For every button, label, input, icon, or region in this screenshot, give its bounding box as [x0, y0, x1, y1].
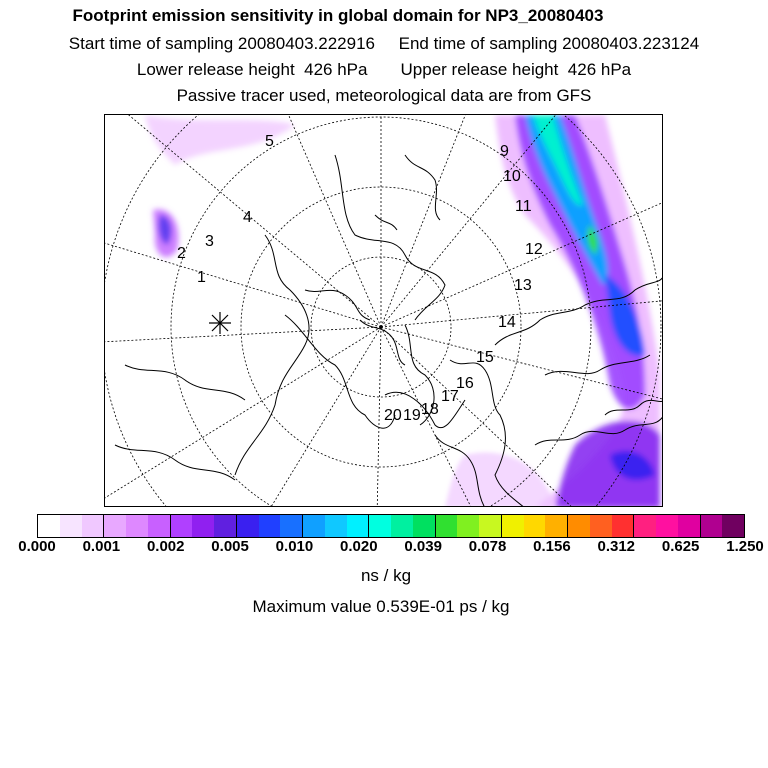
colorbar-segment [656, 515, 678, 537]
colorbar-segment [590, 515, 612, 537]
colorbar-tick-label: 0.005 [211, 538, 249, 555]
release-site-marker [209, 312, 231, 334]
colorbar [37, 514, 745, 538]
track-label-17: 17 [441, 388, 459, 405]
colorbar-segment [567, 515, 590, 537]
track-label-1: 1 [197, 269, 206, 286]
colorbar-segment [192, 515, 214, 537]
colorbar-segment [38, 515, 60, 537]
sampling-time-line: Start time of sampling 20080403.222916 End time of sampling 20080403.223124 [68, 34, 700, 53]
colorbar-segment [148, 515, 170, 537]
track-label-12: 12 [525, 241, 543, 258]
colorbar-segment [479, 515, 501, 537]
colorbar-tick-label: 0.156 [533, 538, 571, 555]
colorbar-units: ns / kg [360, 566, 412, 585]
tracer-info-line: Passive tracer used, meteorological data are from GFS [176, 86, 592, 105]
colorbar-segment [214, 515, 236, 537]
colorbar-segment [280, 515, 302, 537]
track-label-3: 3 [205, 233, 214, 250]
colorbar-segment [524, 515, 546, 537]
colorbar-tick-label: 0.002 [146, 538, 185, 555]
colorbar-segment [700, 515, 723, 537]
colorbar-segment [170, 515, 193, 537]
colorbar-tick-label: 0.078 [468, 538, 507, 555]
colorbar-tick-label: 0.000 [18, 538, 56, 555]
track-label-9: 9 [500, 143, 509, 160]
colorbar-segment [60, 515, 82, 537]
colorbar-segment [368, 515, 391, 537]
colorbar-segment [236, 515, 259, 537]
track-label-18: 18 [421, 401, 439, 418]
colorbar-segment [126, 515, 148, 537]
colorbar-tick-label: 0.312 [597, 538, 636, 555]
colorbar-segment [722, 515, 744, 537]
colorbar-segment [678, 515, 700, 537]
colorbar-segment [457, 515, 479, 537]
footprint-map [104, 114, 663, 507]
sensitivity-plume-south [445, 452, 555, 507]
colorbar-tick-label: 0.001 [82, 538, 121, 555]
colorbar-segment [545, 515, 567, 537]
colorbar-segment [325, 515, 347, 537]
track-label-5: 5 [265, 133, 274, 150]
colorbar-tick-label: 0.625 [661, 538, 700, 555]
track-label-14: 14 [498, 314, 516, 331]
track-label-4: 4 [243, 209, 252, 226]
track-label-19: 19 [403, 407, 421, 424]
colorbar-segment [391, 515, 413, 537]
track-label-20: 20 [384, 407, 402, 424]
colorbar-segment [612, 515, 634, 537]
colorbar-segment [302, 515, 325, 537]
track-label-10: 10 [503, 168, 521, 185]
colorbar-tick-label: 0.010 [275, 538, 314, 555]
maximum-value-text: Maximum value 0.539E-01 ps / kg [252, 597, 510, 616]
track-label-2: 2 [177, 245, 186, 262]
colorbar-segment [347, 515, 369, 537]
track-label-15: 15 [476, 349, 494, 366]
track-label-16: 16 [456, 375, 474, 392]
colorbar-segment [435, 515, 458, 537]
map-canvas [105, 115, 663, 507]
colorbar-tick-label: 0.039 [404, 538, 442, 555]
map-title: Footprint emission sensitivity in global domain for NP3_20080403 [72, 6, 604, 25]
colorbar-segment [82, 515, 104, 537]
colorbar-segment [633, 515, 656, 537]
colorbar-segment [103, 515, 126, 537]
track-label-11: 11 [515, 198, 532, 215]
colorbar-tick-label: 0.020 [340, 538, 378, 555]
colorbar-tick-label: 1.250 [726, 538, 764, 555]
release-height-line: Lower release height 426 hPa Upper release height 426 hPa [136, 60, 632, 79]
colorbar-segment [413, 515, 435, 537]
colorbar-segment [259, 515, 281, 537]
colorbar-segment [501, 515, 524, 537]
track-label-13: 13 [514, 277, 532, 294]
